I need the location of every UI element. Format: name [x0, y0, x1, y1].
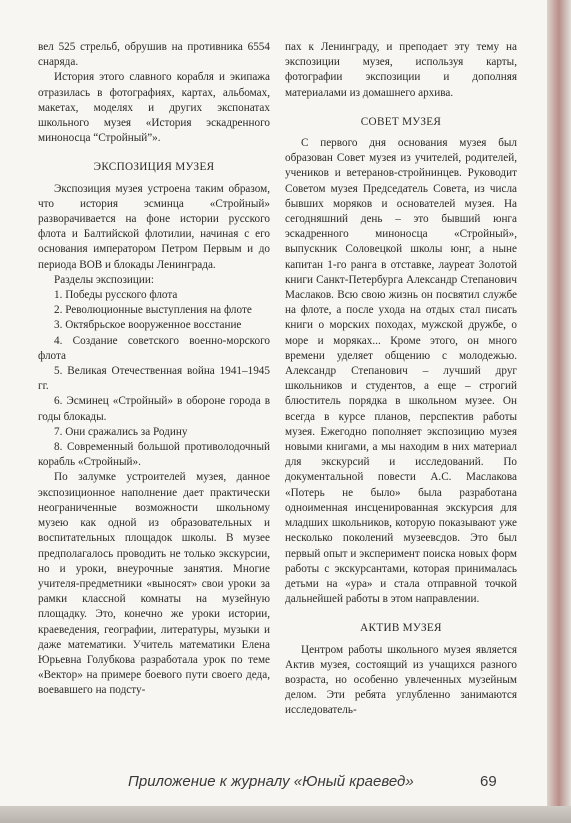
list-item: 1. Победы русского флота [54, 289, 178, 302]
section-heading: СОВЕТ МУЗЕЯ [360, 115, 442, 128]
section-heading: ЭКСПОЗИЦИЯ МУЗЕЯ [93, 161, 215, 174]
paragraph: Экспозиция музея устроена таким образом, что история эсминца «Стройный» разворачивается на фоне истории русского флота и Балтийской флотилии, начиная с его основания императором Петром Первым и до периода ВОВ и блокады Ленинграда. [38, 182, 270, 271]
page-edge [547, 0, 571, 806]
left-column [38, 40, 270, 699]
paragraph: По залумке устроителей музея, данное экспозиционное наполнение дает практически неограниченные возможности школьному музею как одной из образовательных и воспитательных площадок школы. В музее предполагалось проводить не только экскурсии, но и уроки, внеурочные занятия. Многие учителя-предметники «выносят» свои уроки за рамки классной комнаты на музейную площадку. Это, конечно же уроки истории, краеведения, географии, литературы, музыки и даже математики. Учитель математики Елена Юрьевна Голубкова разработала урок по теме «Вектор» на примере боевого пути своего деда, воевавшего на подсту- [38, 471, 270, 697]
paragraph: Разделы экспозиции: [54, 273, 154, 286]
list-item: 8. Современный большой противолодочный корабль «Стройный». [38, 441, 270, 469]
paragraph: История этого славного корабля и экипажа отразилась в фотографиях, картах, альбомах, макетах, моделях и других экспонатах школьного музея «История эскадренного миноносца “Стройный”». [38, 71, 270, 145]
list-item: 5. Великая Отечественная война 1941–1945 гг. [38, 365, 270, 393]
page-number: 69 [480, 773, 497, 790]
list-item: 3. Октябрьское вооруженное восстание [54, 319, 242, 332]
paragraph: С первого дня основания музея был образован Совет музея из учителей, родителей, учеников и ветеранов-стройнинцев. Руководит Советом музея Председатель Совета, из числа бывших моряков и основателей музея. На сегодняшний день – это бывший юнга эскадренного миноносца «Стройный», выпускник Соловецкой школы юнг, а ныне капитан 1-го ранга в отставке, лауреат Золотой книги Санкт-Петербурга Александр Степанович Маслаков. Всю свою жизнь он посвятил службе на флоте, а после ухода на отдых стал писать книги о морских походах, мужской дружбе, о море и моряках... Кроме этого, он много времени уделяет общению с молодежью. Александр Степанович – лучший друг школьников и студентов, а еще – строгий блюститель порядка в школьном музее. Он всегда в курсе планов, перспектив работы музея. Ежегодно пополняет экспозицию музея новыми книгами, а мы находим в них материал для экскурсий и исследований. По документальной повести А.С. Маслакова «Потерь не было» была разработана одноименная инсценированная экскурсия для младших школьников, которую показывают уже несколько поколений музеевсдов. Это был первый опыт и эксперимент поиска новых форм работы с экскурсантами, которая принималась детьми на «ура» и стала отправной точкой дальнейшей работы в этом направлении. [285, 137, 517, 606]
page-bottom-edge [0, 806, 571, 823]
paragraph: вел 525 стрельб, обрушив на противника 6554 снаряда. [38, 41, 270, 69]
journal-title: Приложение к журналу «Юный краевед» [128, 773, 414, 790]
paragraph: Центром работы школьного музея является Актив музея, состоящий из учащихся разного возраста, но особенно увлеченных музейным делом. Эти ребята углубленно занимаются исследователь- [285, 643, 517, 717]
list-item: 7. Они сражались за Родину [54, 425, 188, 438]
list-item: 2. Революционные выступления на флоте [54, 304, 252, 317]
right-column [285, 40, 517, 719]
paragraph: пах к Ленинграду, и преподает эту тему на экспозиции музея, используя карты, фотографии экспозиции и дополняя материалами из домашнего архива. [285, 41, 517, 99]
section-heading: АКТИВ МУЗЕЯ [360, 622, 442, 635]
list-item: 6. Эсминец «Стройный» в обороне города в годы блокады. [38, 395, 270, 423]
list-item: 4. Создание советского военно-морского флота [38, 334, 270, 362]
